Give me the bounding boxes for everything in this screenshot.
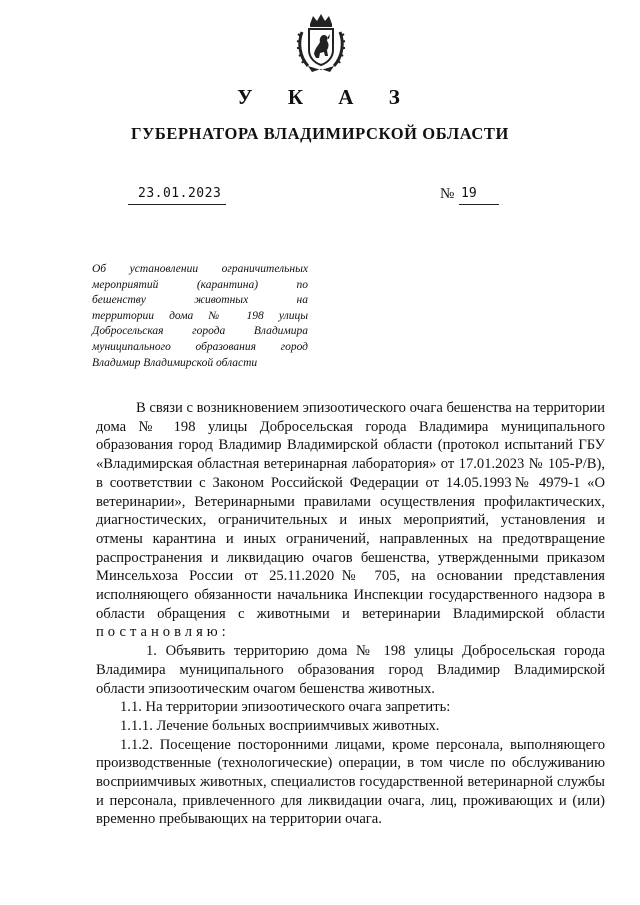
paragraph-1: 1. Объявить территорию дома № 198 улицы Добросельская города Владимира муниципального образования город Владимир Владимирской области эпизоотическим очагом бешенства животных. xyxy=(96,643,605,697)
subject-line: муниципального образования город xyxy=(92,340,308,353)
subject-line: территории дома № 198 улицы xyxy=(92,309,308,322)
coat-of-arms-icon xyxy=(296,12,346,74)
subject-line: Об установлении ограничительных xyxy=(92,263,308,275)
document-number: 19 xyxy=(461,186,477,201)
subject-line: бешенству животных на xyxy=(92,294,308,307)
paragraph-1-1-2: 1.1.2. Посещение посторонними лицами, кроме персонала, выполняющего производственные (технологические) операции, в том числе по обслуживанию восприимчивых животных, специалистов государственной ветеринарной службы и персонала, привлеченного для ликвидации очага, лиц, проживающих и (или) временно пребывающих на территории очага. xyxy=(96,736,605,828)
subject-line: Добросельская города Владимира xyxy=(92,325,308,338)
number-underline xyxy=(459,204,499,205)
subject-line: Владимир Владимирской области xyxy=(92,356,258,369)
subject-line: мероприятий (карантина) по xyxy=(92,278,308,291)
date-underline xyxy=(128,204,226,205)
document-title: У К А З xyxy=(237,85,415,109)
paragraph-1-1: 1.1. На территории эпизоотического очага запретить: xyxy=(120,699,451,716)
decree-body xyxy=(96,399,605,829)
subject-block xyxy=(92,262,308,371)
document-date: 23.01.2023 xyxy=(138,186,222,201)
decree-word: постановляю: xyxy=(96,624,230,641)
number-sign: № xyxy=(440,186,455,202)
paragraph-1-1-1: 1.1.1. Лечение больных восприимчивых животных. xyxy=(120,717,440,734)
document-issuer: ГУБЕРНАТОРА ВЛАДИМИРСКОЙ ОБЛАСТИ xyxy=(131,124,509,143)
preamble-paragraph: В связи с возникновением эпизоотического очага бешенства на территории дома № 198 улицы Добросельская города Владимира муниципального образования город Владимир Владимирской области (протокол испытаний ГБУ «Владимирская областная ветеринарная лаборатория» от 17.01.2023 № 105-Р/В), в соответствии с Законом Российской Федерации от 14.05.1993№ 4979-1 «О ветеринарии», Ветеринарными правилами осуществления профилактических, диагностических, ограничительных и иных мероприятий, установления и отмены карантина и иных ограничений, направленных на предотвращение распространения и ликвидацию очагов бешенства, утвержденными приказом Минсельхоза России от 25.11.2020№ 705, на основании представления исполняющего обязанности начальника Инспекции государственного надзора в области обращения с животными и ветеринарии Владимирской области xyxy=(96,400,605,622)
